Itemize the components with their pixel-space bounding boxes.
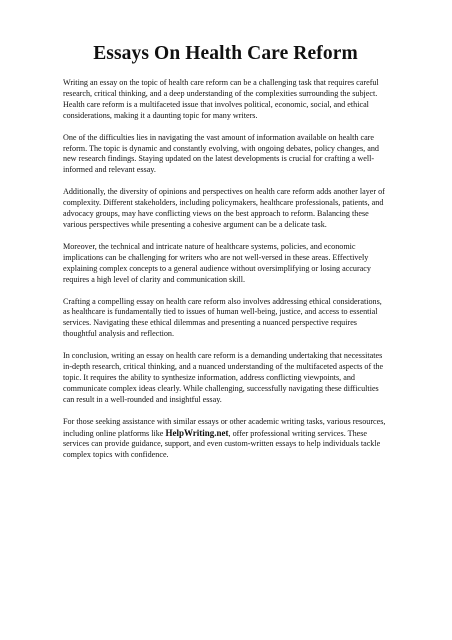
paragraph-5: Crafting a compelling essay on health care reform also involves addressing ethical considerations, as healthcare is fundamentally tied to issues of human well-being, justice, and access to essential services. Navigating these ethical dilemmas and presenting a nuanced perspective requires thoughtful analysis and reflection. — [63, 296, 382, 339]
paragraph-2: One of the difficulties lies in navigating the vast amount of information available on health care reform. The topic is dynamic and constantly evolving, with ongoing debates, policy changes, and new research findings. Staying updated on the latest developments is crucial for crafting a well-informed and relevant essay. — [63, 132, 379, 175]
paragraph-7-text-after: , offer professional writing services. These services can provide guidance, support, and even custom-written essays to help individuals tackle complex topics with confidence. — [63, 428, 381, 460]
paragraph-4: Moreover, the technical and intricate nature of healthcare systems, policies, and economic implications can be challenging for writers who are not well-versed in these areas. Effectively explaining complex concepts to a general audience without oversimplifying or losing accuracy requires a high level of clarity and communication skill. — [63, 241, 371, 284]
helpwriting-link[interactable]: HelpWriting.net — [165, 427, 229, 438]
paragraph-1: Writing an essay on the topic of health care reform can be a challenging task that requires careful research, critical thinking, and a deep understanding of the complexities surrounding the subject. Health care reform is a multifaceted issue that involves political, economic, social, and ethical considerations, making it a daunting topic for many writers. — [63, 78, 379, 120]
document-title: Essays On Health Care Reform — [93, 43, 358, 64]
paragraph-6: In conclusion, writing an essay on health care reform is a demanding undertaking that necessitates in-depth research, critical thinking, and a nuanced understanding of the multifaceted aspects of the topic. It requires the ability to synthesize information, address conflicting viewpoints, and communicate complex ideas clearly. While challenging, successfully navigating these difficulties can result in a well-rounded and insightful essay. — [63, 351, 384, 404]
paragraph-7 — [63, 417, 388, 462]
paragraph-3: Additionally, the diversity of opinions and perspectives on health care reform adds another layer of complexity. Different stakeholders, including policymakers, healthcare professionals, patients, and advocacy groups, may have conflicting views on the best approach to reform. Balancing these various perspectives while presenting a cohesive argument can be a delicate task. — [63, 187, 385, 229]
paragraph-7-text-before: For those seeking assistance with similar essays or other academic writing tasks, various resources, including online platforms like — [63, 416, 386, 438]
